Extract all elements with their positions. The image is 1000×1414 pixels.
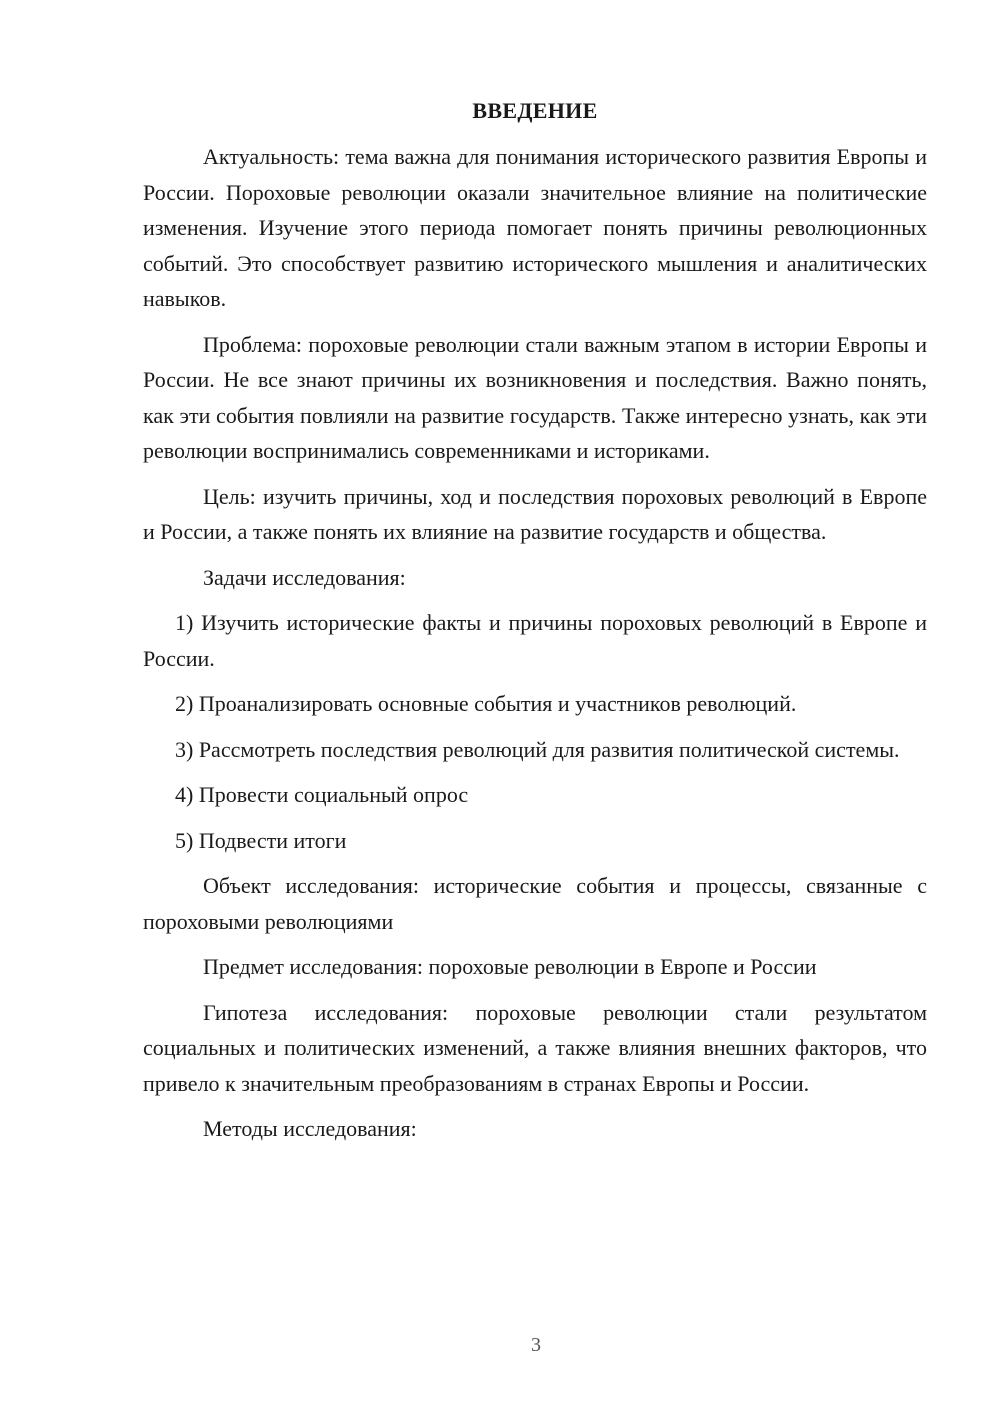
task-item-2: 2) Проанализировать основные события и участников революций. xyxy=(175,691,797,716)
task-item-3: 3) Рассмотреть последствия революций для развития политической системы. xyxy=(175,736,900,762)
paragraph-methods: Методы исследования: xyxy=(203,1116,417,1141)
paragraph-hypothesis: Гипотеза исследования: пороховые революции стали результатом социальных и политических изменений, а также влияния внешних факторов, что привело к значительным преобразованиям в странах Европы и России. xyxy=(143,999,927,1096)
task-item-1: 1) Изучить исторические факты и причины пороховых революций в Европе и России. xyxy=(143,610,927,671)
task-item-5: 5) Подвести итоги xyxy=(175,827,347,853)
paragraph-relevance: Актуальность: тема важна для понимания исторического развития Европы и России. Пороховые революции оказали значительное влияние на политические изменения. Изучение этого периода помогает понять причины революционных событий. Это способствует развитию исторического мышления и аналитических навыков. xyxy=(143,144,927,311)
paragraph-tasks-heading: Задачи исследования: xyxy=(203,564,406,590)
section-title: ВВЕДЕНИЕ xyxy=(472,98,598,123)
paragraph-problem: Проблема: пороховые революции стали важным этапом в истории Европы и России. Не все знают причины их возникновения и последствия. Важно понять, как эти события повлияли на развитие государств. Также интересно узнать, как эти революции воспринимались современниками и историками. xyxy=(143,331,927,463)
paragraph-goal: Цель: изучить причины, ход и последствия пороховых революций в Европе и России, а также понять их влияние на развитие государств и общества. xyxy=(143,483,927,544)
task-item-4: 4) Провести социальный опрос xyxy=(175,782,469,807)
paragraph-subject: Предмет исследования: пороховые революции в Европе и России xyxy=(203,954,817,979)
page-content xyxy=(143,96,927,1157)
paragraph-object: Объект исследования: исторические события и процессы, связанные с пороховыми революциями xyxy=(143,873,927,934)
page-number: 3 xyxy=(531,1334,541,1356)
